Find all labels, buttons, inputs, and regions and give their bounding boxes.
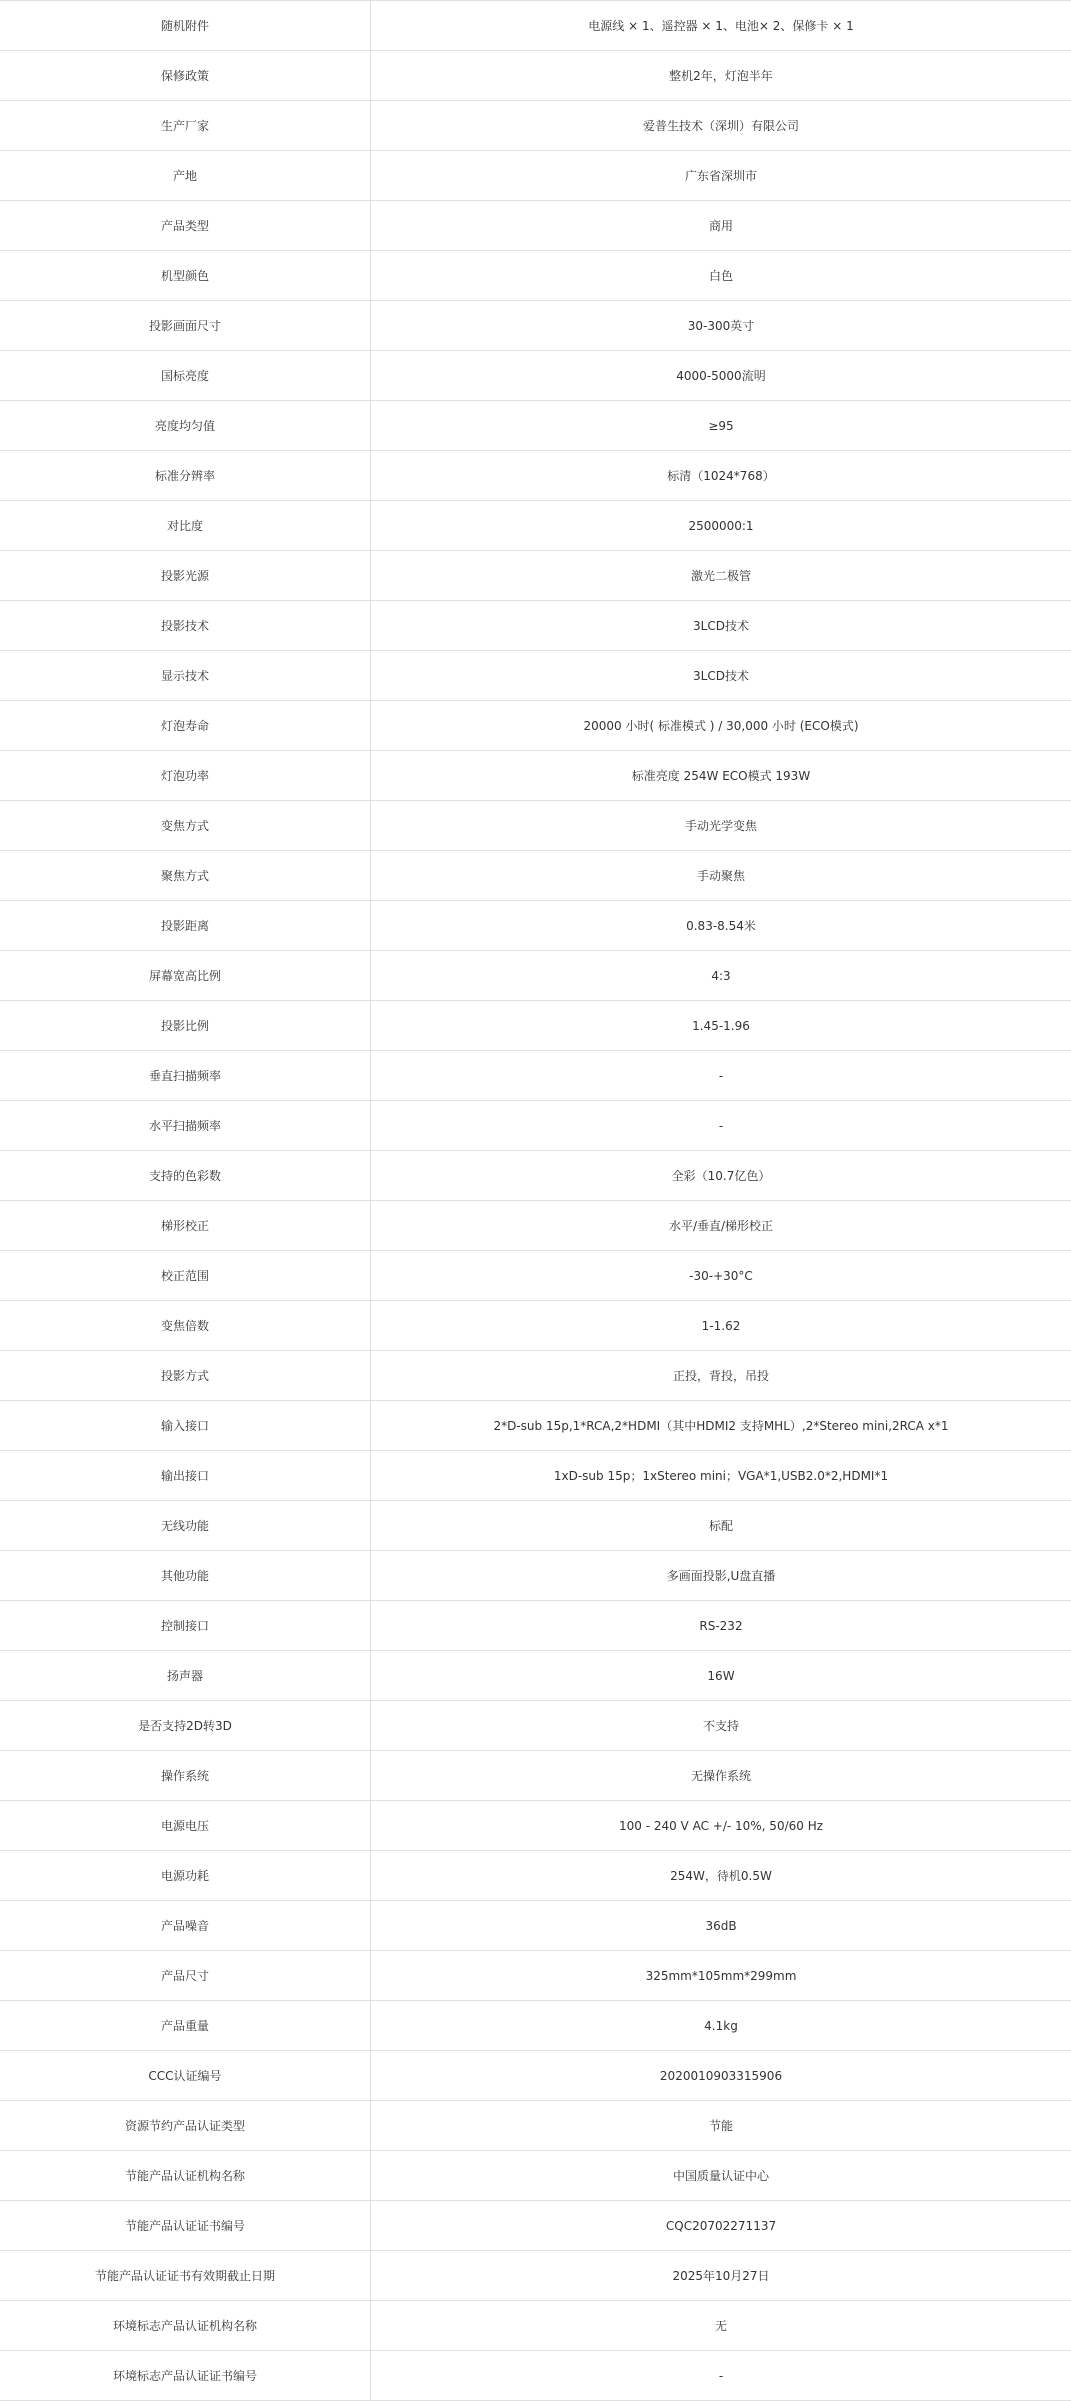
- spec-label: 资源节约产品认证类型: [0, 2101, 371, 2151]
- spec-row: [0, 851, 1071, 901]
- spec-label: 聚焦方式: [0, 851, 371, 901]
- spec-row: [0, 1101, 1071, 1151]
- spec-row: [0, 1851, 1071, 1901]
- spec-row: [0, 451, 1071, 501]
- spec-label: 电源功耗: [0, 1851, 371, 1901]
- spec-label: 其他功能: [0, 1551, 371, 1601]
- spec-row: [0, 351, 1071, 401]
- spec-value: 1.45-1.96: [371, 1001, 1071, 1051]
- spec-row: [0, 301, 1071, 351]
- spec-label: 变焦方式: [0, 801, 371, 851]
- spec-label: 扬声器: [0, 1651, 371, 1701]
- spec-value: 2500000:1: [371, 501, 1071, 551]
- spec-row: [0, 1351, 1071, 1401]
- spec-row: [0, 101, 1071, 151]
- spec-label: 生产厂家: [0, 101, 371, 151]
- spec-row: [0, 1501, 1071, 1551]
- spec-row: [0, 1751, 1071, 1801]
- spec-value: 30-300英寸: [371, 301, 1071, 351]
- spec-row: [0, 1051, 1071, 1101]
- spec-row: [0, 1601, 1071, 1651]
- spec-value: 全彩（10.7亿色）: [371, 1151, 1071, 1201]
- spec-value: 标清（1024*768）: [371, 451, 1071, 501]
- spec-value: 4000-5000流明: [371, 351, 1071, 401]
- spec-label: 变焦倍数: [0, 1301, 371, 1351]
- spec-row: [0, 1701, 1071, 1751]
- spec-value: 多画面投影,U盘直播: [371, 1551, 1071, 1601]
- spec-value: 3LCD技术: [371, 651, 1071, 701]
- spec-value: 2020010903315906: [371, 2051, 1071, 2101]
- spec-row: [0, 1451, 1071, 1501]
- spec-value: 标准亮度 254W ECO模式 193W: [371, 751, 1071, 801]
- spec-row: [0, 1801, 1071, 1851]
- spec-value: 254W，待机0.5W: [371, 1851, 1071, 1901]
- spec-label: 节能产品认证证书编号: [0, 2201, 371, 2251]
- spec-label: 产品类型: [0, 201, 371, 251]
- spec-row: [0, 1651, 1071, 1701]
- spec-value: 36dB: [371, 1901, 1071, 1951]
- spec-row: [0, 401, 1071, 451]
- spec-value: -: [371, 1051, 1071, 1101]
- spec-row: [0, 201, 1071, 251]
- spec-row: [0, 1551, 1071, 1601]
- spec-value: 正投，背投，吊投: [371, 1351, 1071, 1401]
- spec-row: [0, 251, 1071, 301]
- spec-label: 灯泡功率: [0, 751, 371, 801]
- spec-label: CCC认证编号: [0, 2051, 371, 2101]
- spec-value: 中国质量认证中心: [371, 2151, 1071, 2201]
- spec-value: 4.1kg: [371, 2001, 1071, 2051]
- spec-value: 20000 小时( 标准模式 ) / 30,000 小时 (ECO模式): [371, 701, 1071, 751]
- spec-label: 保修政策: [0, 51, 371, 101]
- spec-value: 整机2年，灯泡半年: [371, 51, 1071, 101]
- spec-label: 环境标志产品认证证书编号: [0, 2351, 371, 2401]
- spec-row: [0, 501, 1071, 551]
- spec-value: 不支持: [371, 1701, 1071, 1751]
- spec-label: 水平扫描频率: [0, 1101, 371, 1151]
- spec-value: 广东省深圳市: [371, 151, 1071, 201]
- spec-value: 无: [371, 2301, 1071, 2351]
- spec-row: [0, 651, 1071, 701]
- spec-value: 0.83-8.54米: [371, 901, 1071, 951]
- spec-label: 支持的色彩数: [0, 1151, 371, 1201]
- spec-row: [0, 2001, 1071, 2051]
- spec-row: [0, 1001, 1071, 1051]
- spec-row: [0, 2101, 1071, 2151]
- spec-label: 屏幕宽高比例: [0, 951, 371, 1001]
- spec-label: 对比度: [0, 501, 371, 551]
- spec-row: [0, 1951, 1071, 2001]
- spec-row: [0, 751, 1071, 801]
- spec-label: 电源电压: [0, 1801, 371, 1851]
- spec-value: 商用: [371, 201, 1071, 251]
- spec-value: 手动光学变焦: [371, 801, 1071, 851]
- spec-label: 输入接口: [0, 1401, 371, 1451]
- spec-row: [0, 1151, 1071, 1201]
- spec-label: 节能产品认证证书有效期截止日期: [0, 2251, 371, 2301]
- spec-value: 100 - 240 V AC +/- 10%, 50/60 Hz: [371, 1801, 1071, 1851]
- spec-value: 1-1.62: [371, 1301, 1071, 1351]
- spec-row: [0, 601, 1071, 651]
- spec-value: -: [371, 1101, 1071, 1151]
- spec-label: 校正范围: [0, 1251, 371, 1301]
- spec-row: [0, 2201, 1071, 2251]
- spec-value: 无操作系统: [371, 1751, 1071, 1801]
- spec-label: 国标亮度: [0, 351, 371, 401]
- spec-label: 梯形校正: [0, 1201, 371, 1251]
- spec-label: 投影画面尺寸: [0, 301, 371, 351]
- spec-value: 激光二极管: [371, 551, 1071, 601]
- spec-row: [0, 1251, 1071, 1301]
- spec-value: RS-232: [371, 1601, 1071, 1651]
- spec-row: [0, 701, 1071, 751]
- spec-value: 手动聚焦: [371, 851, 1071, 901]
- spec-value: 4:3: [371, 951, 1071, 1001]
- spec-value: 16W: [371, 1651, 1071, 1701]
- spec-label: 环境标志产品认证机构名称: [0, 2301, 371, 2351]
- spec-value: 标配: [371, 1501, 1071, 1551]
- spec-value: ≥95: [371, 401, 1071, 451]
- spec-label: 灯泡寿命: [0, 701, 371, 751]
- spec-row: [0, 1401, 1071, 1451]
- spec-row: [0, 801, 1071, 851]
- spec-value: 3LCD技术: [371, 601, 1071, 651]
- spec-value: 2*D-sub 15p,1*RCA,2*HDMI（其中HDMI2 支持MHL）,2*Stereo mini,2RCA x*1: [371, 1401, 1071, 1451]
- spec-value: 白色: [371, 251, 1071, 301]
- spec-row: [0, 151, 1071, 201]
- spec-label: 显示技术: [0, 651, 371, 701]
- spec-label: 产地: [0, 151, 371, 201]
- spec-row: [0, 51, 1071, 101]
- spec-label: 节能产品认证机构名称: [0, 2151, 371, 2201]
- spec-value: 电源线 × 1、遥控器 × 1、电池× 2、保修卡 × 1: [371, 1, 1071, 51]
- spec-value: 2025年10月27日: [371, 2251, 1071, 2301]
- spec-value: -: [371, 2351, 1071, 2401]
- spec-label: 机型颜色: [0, 251, 371, 301]
- spec-label: 操作系统: [0, 1751, 371, 1801]
- spec-row: [0, 1201, 1071, 1251]
- spec-value: 1xD-sub 15p；1xStereo mini；VGA*1,USB2.0*2,HDMI*1: [371, 1451, 1071, 1501]
- spec-label: 投影距离: [0, 901, 371, 951]
- spec-row: [0, 2051, 1071, 2101]
- spec-row: [0, 551, 1071, 601]
- spec-label: 产品尺寸: [0, 1951, 371, 2001]
- spec-value: 水平/垂直/梯形校正: [371, 1201, 1071, 1251]
- spec-label: 控制接口: [0, 1601, 371, 1651]
- spec-label: 投影光源: [0, 551, 371, 601]
- spec-label: 垂直扫描频率: [0, 1051, 371, 1101]
- spec-table-body: [0, 1, 1071, 2401]
- spec-label: 标准分辨率: [0, 451, 371, 501]
- spec-row: [0, 1, 1071, 51]
- spec-row: [0, 901, 1071, 951]
- spec-value: 节能: [371, 2101, 1071, 2151]
- spec-label: 随机附件: [0, 1, 371, 51]
- spec-label: 投影比例: [0, 1001, 371, 1051]
- spec-value: CQC20702271137: [371, 2201, 1071, 2251]
- spec-label: 产品噪音: [0, 1901, 371, 1951]
- spec-label: 无线功能: [0, 1501, 371, 1551]
- spec-value: 爱普生技术（深圳）有限公司: [371, 101, 1071, 151]
- spec-label: 投影技术: [0, 601, 371, 651]
- spec-row: [0, 2251, 1071, 2301]
- spec-value: -30-+30°C: [371, 1251, 1071, 1301]
- spec-value: 325mm*105mm*299mm: [371, 1951, 1071, 2001]
- spec-row: [0, 2301, 1071, 2351]
- spec-row: [0, 2151, 1071, 2201]
- spec-label: 亮度均匀值: [0, 401, 371, 451]
- spec-row: [0, 951, 1071, 1001]
- spec-row: [0, 1901, 1071, 1951]
- spec-label: 投影方式: [0, 1351, 371, 1401]
- spec-label: 产品重量: [0, 2001, 371, 2051]
- spec-label: 输出接口: [0, 1451, 371, 1501]
- spec-row: [0, 1301, 1071, 1351]
- spec-row: [0, 2351, 1071, 2401]
- spec-label: 是否支持2D转3D: [0, 1701, 371, 1751]
